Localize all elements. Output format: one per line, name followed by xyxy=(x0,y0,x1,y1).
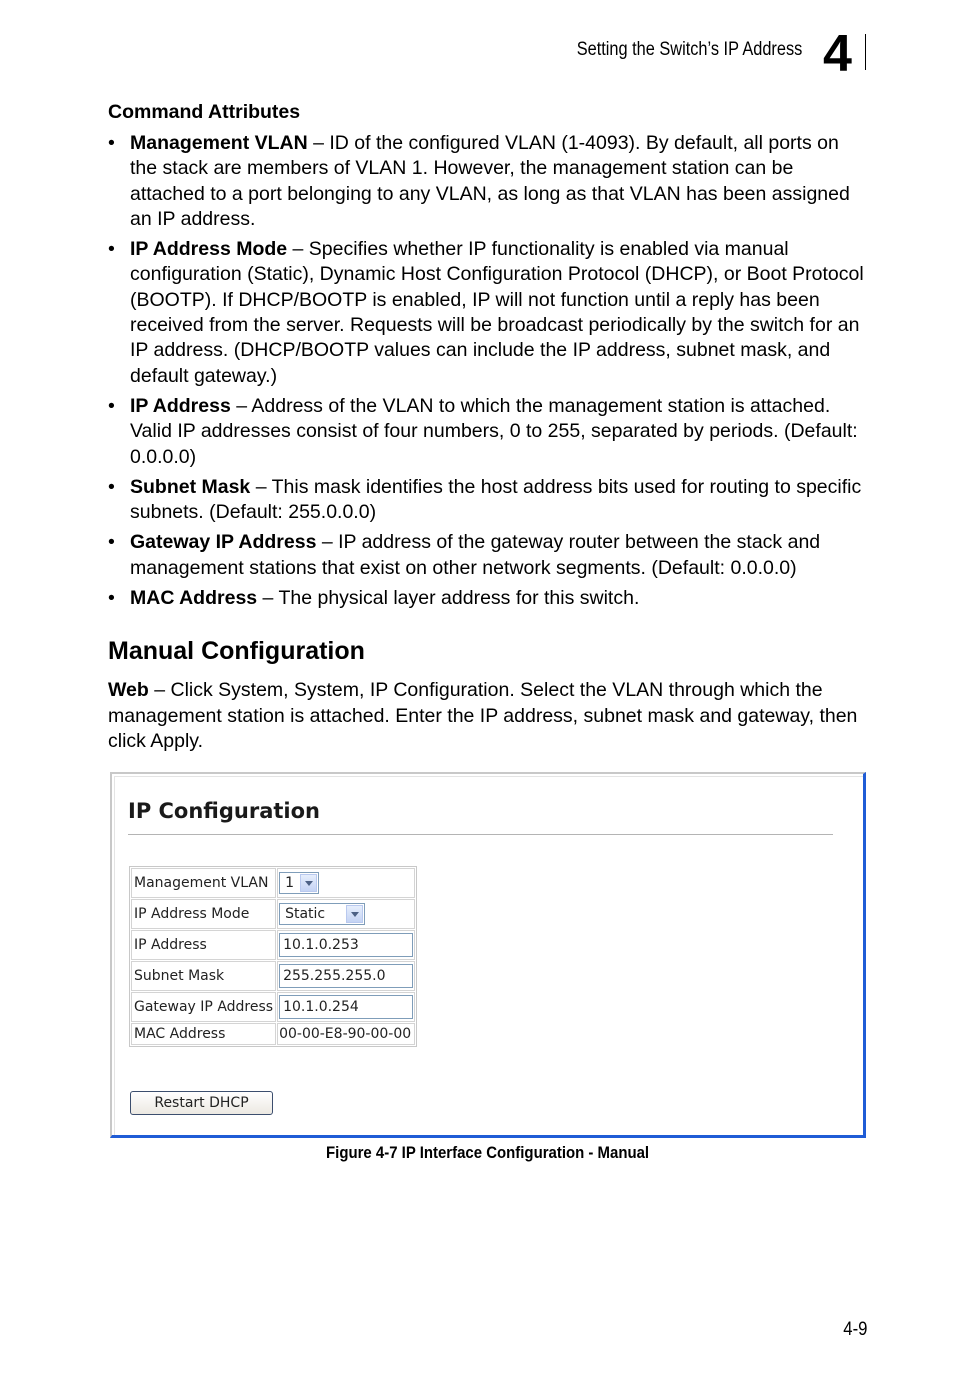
web-text: – Click System, System, IP Configuration. Select the VLAN through which the management station is attached. Enter the IP address, subnet mask and gateway, then click Apply. xyxy=(108,679,858,752)
list-item xyxy=(108,237,868,389)
subnet-mask-input[interactable]: 255.255.255.0 xyxy=(279,964,413,988)
definition: – The physical layer address for this switch. xyxy=(257,587,640,610)
chapter-number: 4 xyxy=(823,25,852,83)
page-number: 4-9 xyxy=(842,1319,867,1340)
definition: – IP address of the gateway router between the stack and management stations that exist on other network segments. (Default: 0.0.0.0) xyxy=(130,531,821,579)
ip-address-label: IP Address xyxy=(131,930,276,960)
term: Subnet Mask xyxy=(130,475,251,498)
list-item xyxy=(108,586,868,611)
term: MAC Address xyxy=(130,587,258,610)
table-row xyxy=(131,930,415,960)
figure-caption xyxy=(0,1143,954,1163)
chevron-down-icon[interactable] xyxy=(300,874,317,892)
term: IP Address Mode xyxy=(130,238,288,261)
definition: – Specifies whether IP functionality is enabled via manual configuration (Static), Dynamic Host Configuration Protocol (DHCP), or Boot Protocol (BOOTP). If DHCP/BOOTP is enabled, IP will not function until a reply has been received from the server. Requests will be broadcast periodically by the switch for an IP address. (DHCP/BOOTP values can include the IP address, subnet mask, and default gateway.) xyxy=(130,238,864,387)
gateway-ip-label: Gateway IP Address xyxy=(131,992,276,1022)
term: IP Address xyxy=(130,394,231,417)
restart-dhcp-button[interactable]: Restart DHCP xyxy=(130,1091,273,1115)
mac-address-label: MAC Address xyxy=(131,1023,276,1045)
definition: – ID of the configured VLAN (1-4093). By default, all ports on the stack are members of VLAN 1. However, the management station can be attached to a port belonging to any VLAN, as long as that VLAN has been assigned an IP address. xyxy=(130,132,850,230)
ip-mode-select[interactable] xyxy=(279,903,365,925)
ip-address-input[interactable]: 10.1.0.253 xyxy=(279,933,413,957)
definition: – Address of the VLAN to which the management station is attached. Valid IP addresses consist of four numbers, 0 to 255, separated by periods. (Default: 0.0.0.0) xyxy=(130,394,858,468)
mac-address-value: 00-00-E8-90-00-00 xyxy=(277,1023,415,1045)
list-item xyxy=(108,530,868,581)
figure-caption-text: Figure 4-7 IP Interface Configuration - Manual xyxy=(326,1143,650,1162)
command-attributes-heading: Command Attributes xyxy=(108,101,301,123)
mgmt-vlan-select[interactable] xyxy=(279,872,319,894)
chapter-rule xyxy=(865,34,866,70)
web-term: Web xyxy=(108,679,149,702)
mgmt-vlan-label: Management VLAN xyxy=(131,868,276,898)
definition: – This mask identifies the host address bits used for routing to specific subnets. (Default: 255.0.0.0) xyxy=(130,475,862,524)
table-row xyxy=(131,1023,415,1045)
panel-title: IP Configuration xyxy=(128,799,320,823)
screenshot-panel xyxy=(114,776,863,1135)
ip-config-table xyxy=(129,866,417,1047)
section-title: Manual Configuration xyxy=(108,637,365,666)
term: Gateway IP Address xyxy=(130,531,317,554)
attribute-list xyxy=(108,131,868,611)
page-body xyxy=(108,100,868,754)
table-row xyxy=(131,992,415,1022)
mgmt-vlan-value: 1 xyxy=(285,875,294,891)
ip-configuration-screenshot xyxy=(110,772,866,1138)
title-divider xyxy=(128,834,833,836)
table-row xyxy=(131,868,415,898)
ip-mode-label: IP Address Mode xyxy=(131,899,276,929)
table-row xyxy=(131,961,415,991)
chevron-down-icon[interactable] xyxy=(346,905,363,923)
gateway-ip-input[interactable]: 10.1.0.254 xyxy=(279,995,413,1019)
list-item xyxy=(108,131,868,232)
ip-mode-value: Static xyxy=(285,906,326,922)
table-row xyxy=(131,899,415,929)
web-instructions xyxy=(108,678,868,754)
running-header: Setting the Switch’s IP Address xyxy=(576,39,802,60)
list-item xyxy=(108,394,868,470)
list-item xyxy=(108,475,868,526)
term: Management VLAN xyxy=(130,132,308,154)
subnet-mask-label: Subnet Mask xyxy=(131,961,276,991)
